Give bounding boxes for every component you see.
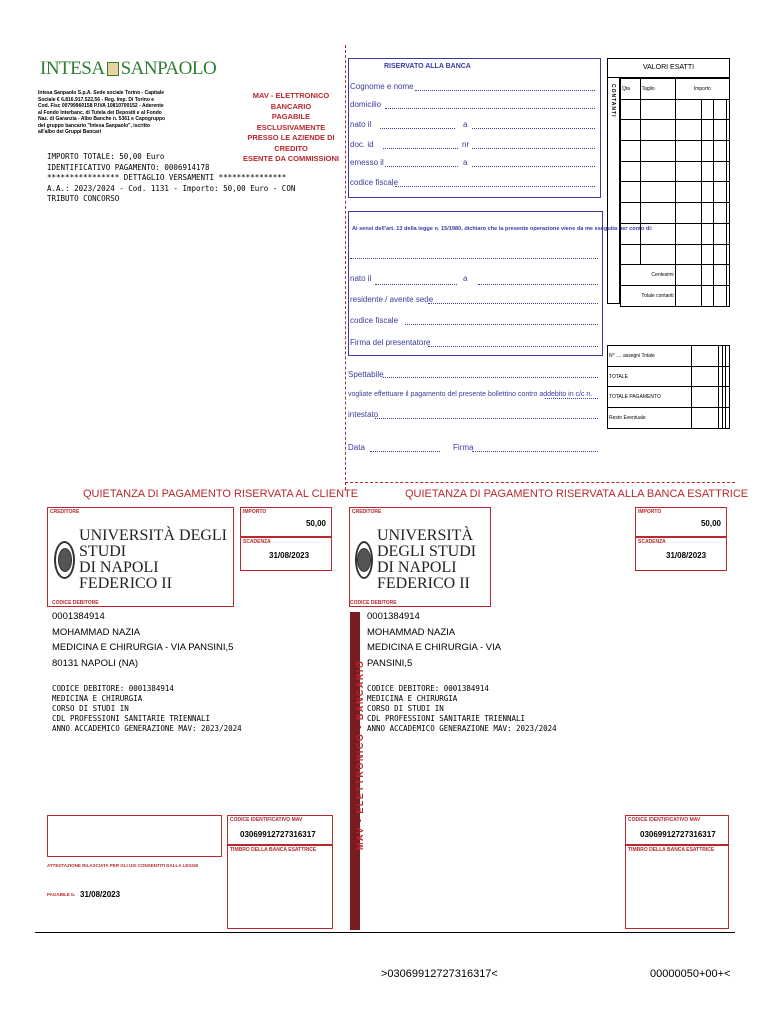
client-debtor-line: 0001384914 [52, 611, 105, 622]
valori-col-taglio: Taglio [640, 79, 675, 100]
valori-row-assegni [608, 346, 730, 367]
client-detail-line: CDL PROFESSIONI SANITARIE TRIENNALI [52, 714, 211, 723]
field-line-issued-place[interactable] [472, 166, 595, 167]
field2-line-signature[interactable] [428, 346, 598, 347]
bank-due-box [635, 537, 727, 571]
bottom-rule [35, 932, 735, 933]
bank-detail-line: CORSO DI STUDI IN [367, 704, 444, 713]
bank-details-block [367, 684, 557, 734]
cut-line-vertical [345, 45, 346, 490]
valori-grid [620, 78, 730, 307]
valori-label-centesimi: Centesimi [621, 265, 676, 286]
valori-label-totale: TOTALE [608, 366, 692, 387]
field2-label-signature: Firma del presentatore [350, 338, 431, 347]
codeline-right: 00000050+00+< [650, 968, 731, 980]
client-mav-id-box [227, 815, 333, 845]
valori-row [621, 120, 730, 141]
client-mav-id-label: CODICE IDENTIFICATIVO MAV [230, 817, 303, 823]
valori-row [621, 182, 730, 203]
field-line-born-place[interactable] [472, 128, 595, 129]
valori-col-importo: Importo [675, 79, 729, 100]
client-university-logo [54, 528, 233, 592]
valori-title: VALORI ESATTI [607, 58, 730, 78]
field2-label-born: nato il [350, 274, 372, 283]
valori-row-totale [608, 366, 730, 387]
valori-row-totale-contanti [621, 285, 730, 306]
client-paid-date: 31/08/2023 [80, 890, 121, 899]
client-blank-box [47, 815, 222, 857]
client-amount-value: 50,00 [305, 519, 326, 528]
client-detail-line: ANNO ACCADEMICO GENERAZIONE MAV: 2023/2024 [52, 724, 242, 733]
bank-stamp-label: TIMBRO DELLA BANCA ESATTRICE [628, 847, 715, 853]
bank-due-label: SCADENZA [638, 539, 666, 545]
client-detail-line: CORSO DI STUDI IN [52, 704, 129, 713]
valori-label-totale-pagamento: TOTALE PAGAMENTO [608, 387, 692, 408]
client-stamp-box [227, 845, 333, 929]
client-debtor-block [52, 609, 233, 671]
client-creditor-label: CREDITORE [50, 509, 80, 515]
field-label-issued: emesso il [350, 158, 384, 167]
bank-debtor-line: MOHAMMAD NAZIA [367, 626, 456, 638]
bank-amount-box [635, 507, 727, 537]
bank-mav-id-label: CODICE IDENTIFICATIVO MAV [628, 817, 701, 823]
university-name-line1: UNIVERSITÀ DEGLI STUDI [377, 527, 477, 560]
client-details-block [52, 684, 242, 734]
contanti-column [607, 78, 620, 304]
valori-row-centesimi [621, 265, 730, 286]
bank-logo [40, 58, 216, 80]
payment-info [47, 152, 295, 205]
bank-amount-value: 50,00 [700, 519, 721, 528]
valori-label-assegni: N° .... assegni Totale [608, 346, 692, 367]
bank-mav-id-box [625, 815, 729, 845]
codeline-left: >03069912727316317< [381, 968, 498, 980]
valori-row-resto [608, 408, 730, 429]
date-line[interactable] [370, 451, 440, 452]
client-amount-box [240, 507, 332, 537]
intestato-label: intestato [348, 410, 379, 419]
date-label: Data [348, 443, 365, 452]
bank-detail-line: ANNO ACCADEMICO GENERAZIONE MAV: 2023/2024 [367, 724, 557, 733]
intestato-line[interactable] [375, 418, 598, 419]
spettabile-line[interactable] [383, 377, 598, 378]
bank-amount-label: IMPORTO [638, 509, 662, 515]
signature-label: Firma [453, 443, 474, 452]
field2-line-place[interactable] [478, 284, 598, 285]
field-line-doc[interactable] [383, 148, 458, 149]
payment-info-line: IDENTIFICATIVO PAGAMENTO: 0006914178 [47, 162, 210, 172]
field-label-doc: doc. id [350, 140, 374, 149]
client-due-box [240, 537, 332, 571]
university-seal-icon [54, 541, 75, 579]
bank-detail-line: CODICE DEBITORE: 0001384914 [367, 684, 489, 693]
bank-debtor-line: MEDICINA E CHIRURGIA - VIA [367, 642, 502, 653]
bank-creditor-box [349, 507, 491, 607]
field-label-name: Cognome e nome [350, 82, 414, 91]
bank-debtor-line: 0001384914 [367, 611, 420, 622]
client-creditor-box [47, 507, 234, 607]
valori-row [621, 161, 730, 182]
client-detail-line: MEDICINA E CHIRURGIA [52, 694, 143, 703]
bank-logo-right: SANPAOLO [120, 58, 217, 79]
spettabile-label: Spettabile [348, 370, 384, 379]
field2-label-tax: codice fiscale [350, 316, 399, 325]
field2-line-born[interactable] [375, 284, 457, 285]
bank-debtor-line: PANSINI,5 [367, 657, 413, 669]
mav-side-band-text: MAV - ELETTRONICO - BANCARIO [355, 659, 365, 850]
mav-notice-line: ESENTE DA COMMISSIONI [243, 154, 339, 163]
field-line-nr[interactable] [472, 148, 595, 149]
client-due-label: SCADENZA [243, 539, 271, 545]
valori-row-totale-pagamento [608, 387, 730, 408]
vogliate-line[interactable] [545, 398, 598, 399]
client-stamp-label: TIMBRO DELLA BANCA ESATTRICE [230, 847, 317, 853]
bank-logo-left: INTESA [40, 58, 105, 79]
bank-creditor-label: CREDITORE [352, 509, 382, 515]
valori-row [621, 223, 730, 244]
mav-notice-line: MAV - ELETTRONICO BANCARIO [252, 91, 330, 111]
valori-label-resto: Resto Eventuale [608, 408, 692, 429]
client-mav-id-value: 03069912727316317 [240, 830, 316, 839]
bank-debtor-block [367, 609, 501, 671]
vogliate-label: vogliate effettuare il pagamento del presente bollettino contro addebito in c/c n. [348, 391, 593, 398]
bank-due-value: 31/08/2023 [666, 551, 707, 560]
signature-line[interactable] [472, 451, 598, 452]
valori-row [621, 244, 730, 265]
bank-stamp-box [625, 845, 729, 929]
field2-label-a: a [463, 274, 468, 283]
client-attest-text: ATTESTAZIONE RILASCIATA PER GLI USI CONSENTITI DALLA LEGGE [47, 863, 199, 868]
field-line-issued[interactable] [385, 166, 458, 167]
bank-debtor-label: CODICE DEBITORE [350, 600, 397, 606]
valori-totals-grid [607, 345, 730, 429]
field-line-name[interactable] [415, 90, 595, 91]
bank-university-logo [355, 528, 490, 592]
field-label-born-a: a [463, 120, 468, 129]
client-debtor-label: CODICE DEBITORE [52, 600, 99, 606]
mav-notice-line: PAGABILE ESCLUSIVAMENTE [256, 112, 326, 132]
client-amount-label: IMPORTO [243, 509, 267, 515]
contanti-vertical-label: CONTANTI [610, 84, 616, 118]
field-line-tax-code[interactable] [395, 186, 595, 187]
payment-info-line: **************** DETTAGLIO VERSAMENTI *************** [47, 173, 287, 182]
declaration-text: Ai sensi dell'art. 13 della legge n. 15/1980, dichiaro che la presente operazione viene da me eseguita per conto di: [352, 226, 653, 232]
valori-label-totale-contanti: Totale contanti [621, 285, 676, 306]
client-detail-line: CODICE DEBITORE: 0001384914 [52, 684, 174, 693]
valori-row [621, 99, 730, 120]
valori-row [621, 141, 730, 162]
university-seal-icon [355, 541, 373, 579]
valori-row [621, 203, 730, 224]
university-name-line1: UNIVERSITÀ DEGLI STUDI [79, 527, 227, 560]
payment-info-line: A.A.: 2023/2024 - Cod. 1131 - Importo: 50,00 Euro - CON [47, 183, 296, 193]
payment-info-line: TRIBUTO CONCORSO [47, 194, 120, 203]
client-receipt-title: QUIETANZA DI PAGAMENTO RISERVATA AL CLIENTE [83, 488, 359, 500]
field-label-address: domicilio [350, 100, 382, 109]
university-name-line2: DI NAPOLI FEDERICO II [79, 559, 172, 592]
field-line-born-date[interactable] [380, 128, 455, 129]
bank-reserved-title: RISERVATO ALLA BANCA [384, 63, 471, 70]
declaration-line-1[interactable] [350, 258, 598, 259]
field-label-issued-a: a [463, 158, 468, 167]
university-name-line2: DI NAPOLI FEDERICO II [377, 559, 470, 592]
bank-mav-id-value: 03069912727316317 [640, 830, 716, 839]
client-debtor-line: 80131 NAPOLI (NA) [52, 657, 139, 669]
client-debtor-line: MOHAMMAD NAZIA [52, 626, 141, 638]
cut-line-horizontal [345, 482, 735, 483]
client-debtor-line: MEDICINA E CHIRURGIA - VIA PANSINI,5 [52, 642, 234, 653]
client-due-value: 31/08/2023 [269, 551, 310, 560]
field2-line-residence[interactable] [428, 303, 598, 304]
field2-line-tax[interactable] [405, 324, 598, 325]
bank-detail-line: MEDICINA E CHIRURGIA [367, 694, 458, 703]
payment-info-line: IMPORTO TOTALE: 50,00 Euro [47, 152, 165, 161]
bank-receipt-title: QUIETANZA DI PAGAMENTO RISERVATA ALLA BANCA ESATTRICE [405, 488, 749, 500]
bank-detail-line: CDL PROFESSIONI SANITARIE TRIENNALI [367, 714, 526, 723]
client-paid-label: PAGABILE IL [47, 892, 76, 897]
mav-notice-line: PRESSO LE AZIENDE DI CREDITO [247, 133, 335, 153]
field-line-address[interactable] [385, 108, 595, 109]
valori-col-qta: Qta [621, 79, 641, 100]
bank-legal-text: Intesa Sanpaolo S.p.A. Sede sociale Torino - Capitale Sociale € 6.816.917.522,56 - Reg. Imp. Di Torino e Cod. Fisc 00799960158 P.IVA 10810700152 - Aderente al Fondo Interbanc. di Tutela dei Depositi e al Fondo Naz. di Garanzia - Albo Banche n. 5361 e Capogruppo del gruppo bancario "Intesa Sanpaolo", iscritto all'albo dei Gruppi Bancari [38, 90, 166, 135]
field-label-born: nato il [350, 120, 372, 129]
field-label-tax-code: codice fiscale [350, 178, 399, 187]
field2-label-residence: residente / avente sede [350, 295, 434, 304]
bank-logo-mark [107, 62, 119, 76]
field-label-nr: nr [462, 140, 470, 149]
